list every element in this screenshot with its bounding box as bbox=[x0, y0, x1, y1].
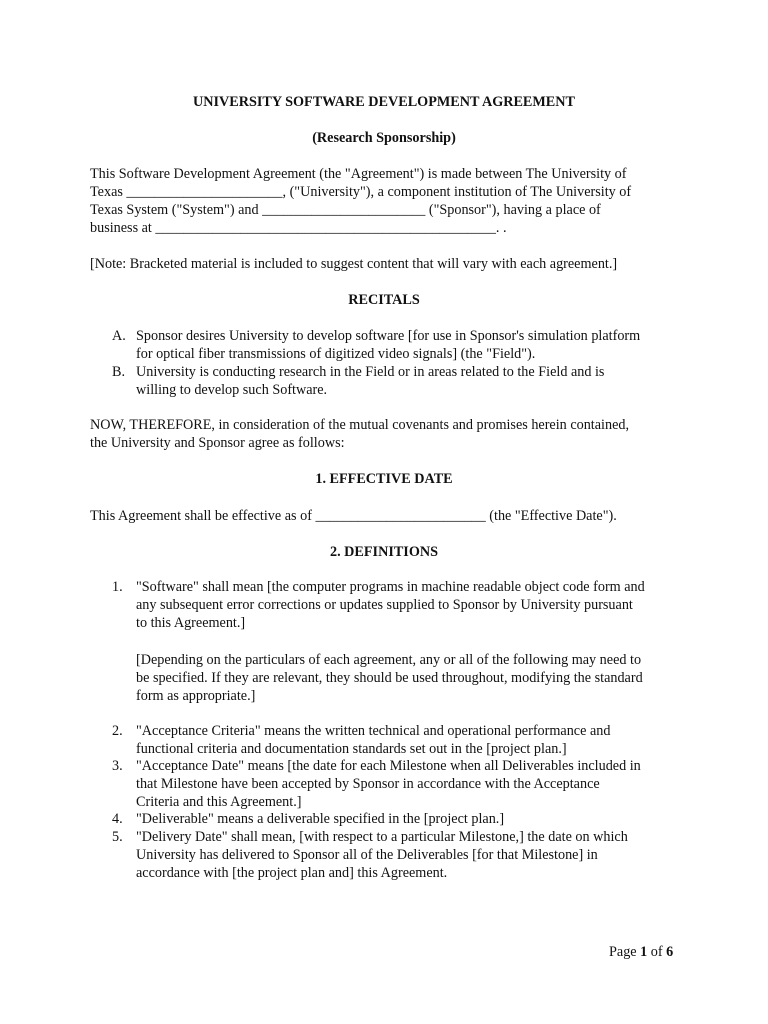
page-footer bbox=[609, 943, 673, 961]
list-marker: 4. bbox=[112, 811, 123, 827]
total-pages: 6 bbox=[666, 944, 674, 960]
recital-line: willing to develop such Software. bbox=[136, 382, 328, 398]
page-label: Page bbox=[609, 944, 637, 960]
definition-line: University has delivered to Sponsor all of the Deliverables [for that Milestone] in bbox=[136, 847, 598, 863]
note-line: [Depending on the particulars of each agreement, any or all of the following may need to bbox=[136, 652, 642, 668]
list-marker: 1. bbox=[112, 579, 123, 595]
therefore-line: NOW, THEREFORE, in consideration of the mutual covenants and promises herein contained, bbox=[90, 417, 630, 433]
intro-line: Texas System ("System") and _______________________ ("Sponsor"), having a place of bbox=[90, 202, 601, 218]
therefore-line: the University and Sponsor agree as follows: bbox=[90, 435, 345, 451]
bracket-note: [Note: Bracketed material is included to suggest content that will vary with each agreement.] bbox=[90, 256, 618, 272]
list-marker: 5. bbox=[112, 829, 123, 845]
list-marker: B. bbox=[112, 364, 126, 380]
definition-line: Criteria and this Agreement.] bbox=[136, 794, 302, 810]
intro-paragraph bbox=[90, 165, 690, 237]
list-marker: 3. bbox=[112, 758, 123, 774]
note-line: be specified. If they are relevant, they should be used throughout, modifying the standard bbox=[136, 670, 643, 686]
list-marker: A. bbox=[112, 328, 126, 344]
definition-line: accordance with [the project plan and] this Agreement. bbox=[136, 865, 448, 881]
of-label: of bbox=[650, 944, 663, 960]
effective-date-text: This Agreement shall be effective as of ________________________ (the "Effective Date"). bbox=[90, 508, 617, 524]
list-marker: 2. bbox=[112, 723, 123, 739]
document-subtitle: (Research Sponsorship) bbox=[312, 130, 456, 146]
definition-line: "Deliverable" means a deliverable specified in the [project plan.] bbox=[136, 811, 505, 827]
recital-line: Sponsor desires University to develop software [for use in Sponsor's simulation platform bbox=[136, 328, 641, 344]
definition-line: "Acceptance Criteria" means the written technical and operational performance and bbox=[136, 723, 611, 739]
section-2-heading: 2. DEFINITIONS bbox=[329, 544, 438, 560]
note-line: form as appropriate.] bbox=[136, 688, 256, 704]
recital-line: for optical fiber transmissions of digitized video signals] (the "Field"). bbox=[136, 346, 536, 362]
definition-line: any subsequent error corrections or updates supplied to Sponsor by University pursuant bbox=[136, 597, 633, 613]
intro-line: business at ________________________________________________. . bbox=[90, 220, 507, 236]
definition-line: to this Agreement.] bbox=[136, 615, 246, 631]
recital-line: University is conducting research in the Field or in areas related to the Field and is bbox=[136, 364, 605, 380]
intro-line: Texas ______________________, ("University"), a component institution of The University of bbox=[90, 184, 632, 200]
definition-line: "Delivery Date" shall mean, [with respect to a particular Milestone,] the date on which bbox=[136, 829, 628, 845]
therefore-paragraph bbox=[90, 416, 690, 452]
definition-line: that Milestone have been accepted by Sponsor in accordance with the Acceptance bbox=[136, 776, 600, 792]
page-number: 1 bbox=[640, 944, 648, 960]
recitals-heading: RECITALS bbox=[348, 292, 420, 308]
definitions-note bbox=[136, 651, 696, 705]
definition-line: "Software" shall mean [the computer programs in machine readable object code form and bbox=[136, 579, 645, 595]
definition-line: "Acceptance Date" means [the date for each Milestone when all Deliverables included in bbox=[136, 758, 641, 774]
definition-line: functional criteria and documentation standards set out in the [project plan.] bbox=[136, 741, 567, 757]
intro-line: This Software Development Agreement (the "Agreement") is made between The University of bbox=[90, 166, 627, 182]
document-title: UNIVERSITY SOFTWARE DEVELOPMENT AGREEMENT bbox=[193, 94, 575, 110]
section-1-heading: 1. EFFECTIVE DATE bbox=[315, 471, 453, 487]
